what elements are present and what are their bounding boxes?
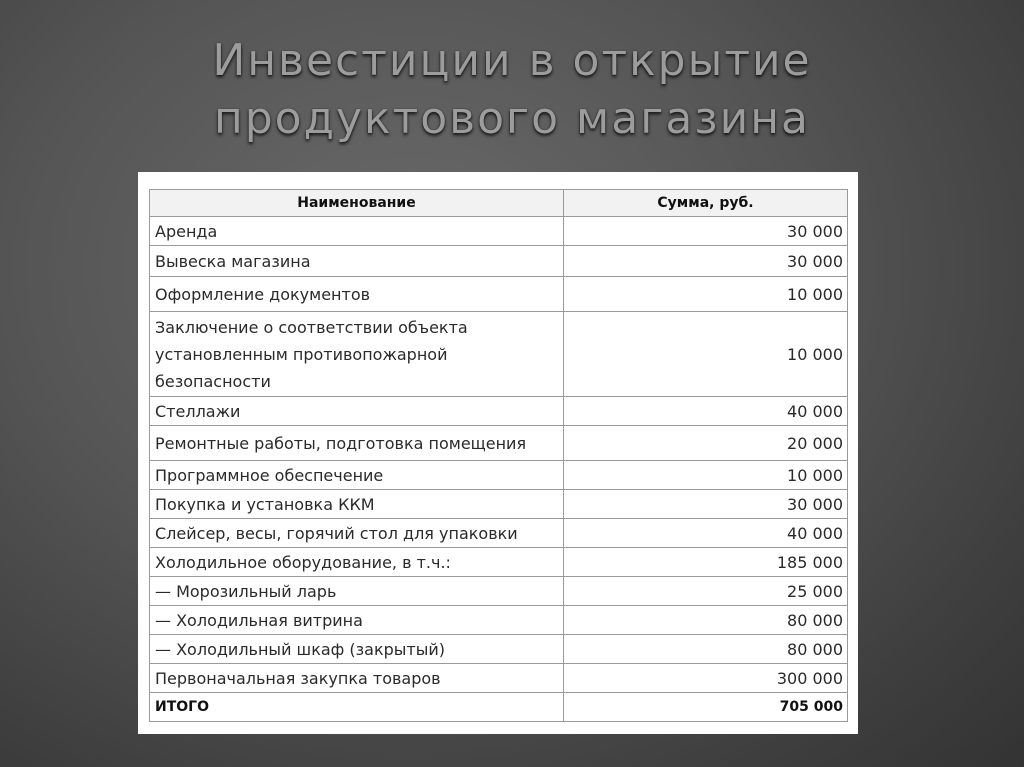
- table-total-row: [150, 693, 848, 722]
- table-row: [150, 277, 848, 312]
- row-sum: 40 000: [564, 397, 848, 426]
- row-sum: 40 000: [564, 519, 848, 548]
- row-name: — Холодильный шкаф (закрытый): [150, 635, 564, 664]
- row-name: — Холодильная витрина: [150, 606, 564, 635]
- table-row: [150, 312, 848, 397]
- row-sum: 300 000: [564, 664, 848, 693]
- row-name: Оформление документов: [150, 277, 564, 312]
- slide-title: [0, 32, 1024, 148]
- row-name: Вывеска магазина: [150, 246, 564, 277]
- row-sum: 80 000: [564, 606, 848, 635]
- row-sum: 20 000: [564, 426, 848, 461]
- row-name: Покупка и установка ККМ: [150, 490, 564, 519]
- total-sum: 705 000: [564, 693, 848, 722]
- row-sum: 10 000: [564, 312, 848, 397]
- table-row: [150, 577, 848, 606]
- row-name: Ремонтные работы, подготовка помещения: [150, 426, 564, 461]
- row-sum: 10 000: [564, 461, 848, 490]
- table-row: [150, 397, 848, 426]
- column-header-sum: Сумма, руб.: [564, 190, 848, 217]
- table-row: [150, 426, 848, 461]
- row-sum: 185 000: [564, 548, 848, 577]
- row-name: Программное обеспечение: [150, 461, 564, 490]
- table-row: [150, 217, 848, 246]
- row-sum: 80 000: [564, 635, 848, 664]
- row-name: Аренда: [150, 217, 564, 246]
- column-header-name: Наименование: [150, 190, 564, 217]
- table-row: [150, 519, 848, 548]
- investment-table: [149, 189, 848, 722]
- row-name: — Морозильный ларь: [150, 577, 564, 606]
- table-row: [150, 246, 848, 277]
- row-name: Заключение о соответствии объекта установленным противопожарной безопасности: [150, 312, 564, 397]
- row-sum: 30 000: [564, 217, 848, 246]
- row-name: Холодильное оборудование, в т.ч.:: [150, 548, 564, 577]
- row-name: Стеллажи: [150, 397, 564, 426]
- row-sum: 25 000: [564, 577, 848, 606]
- table-row: [150, 664, 848, 693]
- table-header-row: [150, 190, 848, 217]
- table-row: [150, 490, 848, 519]
- slide-title-line-2: продуктового магазина: [213, 93, 811, 144]
- row-sum: 10 000: [564, 277, 848, 312]
- row-name: Слейсер, весы, горячий стол для упаковки: [150, 519, 564, 548]
- slide-title-line-1: Инвестиции в открытие: [212, 35, 812, 86]
- table-card: [138, 172, 858, 734]
- row-sum: 30 000: [564, 246, 848, 277]
- total-label: ИТОГО: [150, 693, 564, 722]
- table-row: [150, 635, 848, 664]
- row-name: Первоначальная закупка товаров: [150, 664, 564, 693]
- table-row: [150, 461, 848, 490]
- table-row: [150, 548, 848, 577]
- row-sum: 30 000: [564, 490, 848, 519]
- table-row: [150, 606, 848, 635]
